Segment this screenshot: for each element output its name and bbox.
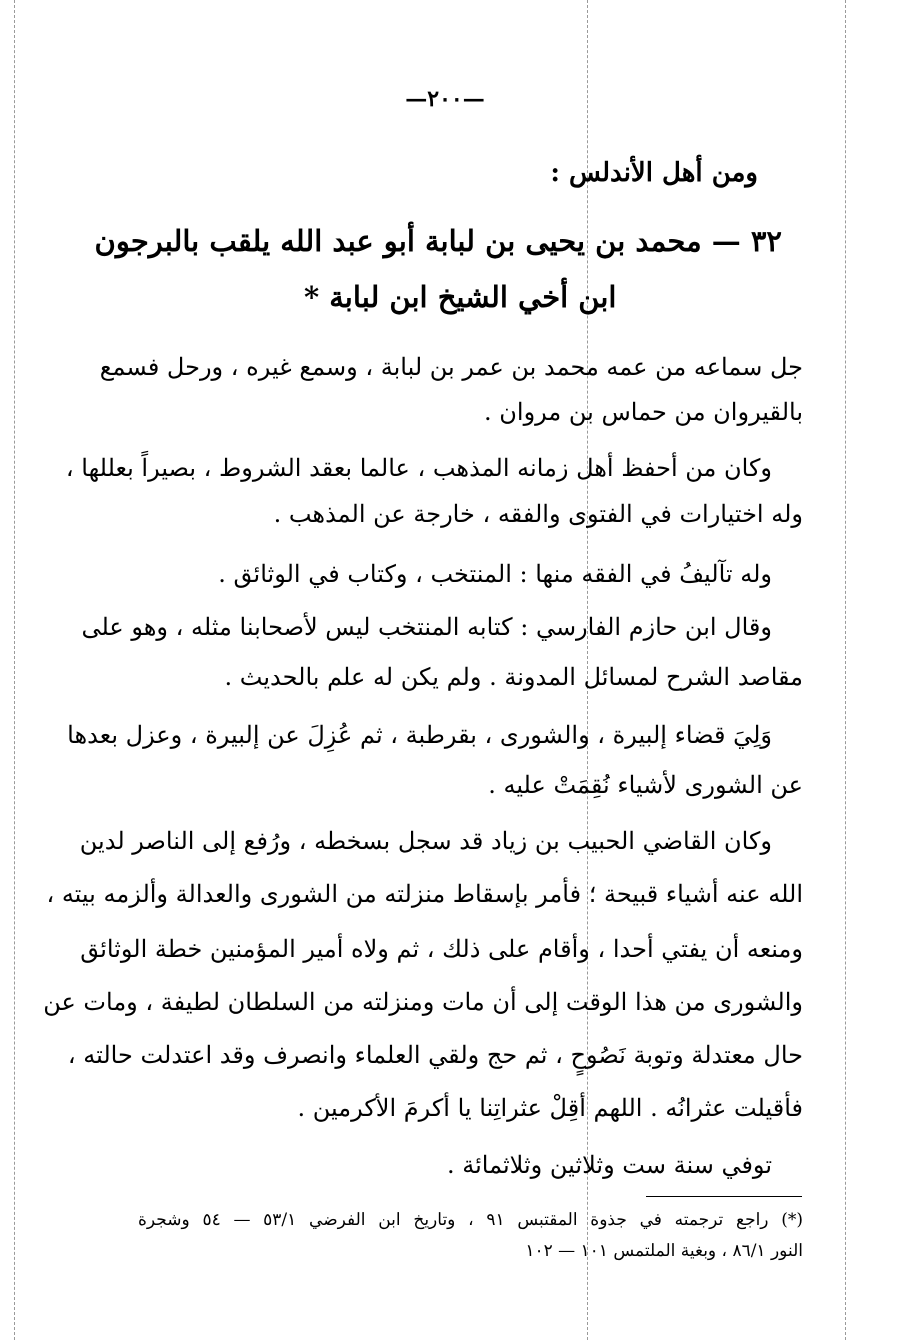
body-line: توفي سنة ست وثلاثين وثلاثمائة . [446,1151,772,1179]
scan-margin-line-left [14,0,15,1340]
body-line: جل سماعه من عمه محمد بن عمر بن لبابة ، وسمع غيره ، ورحل فسمع [99,353,803,381]
body-line: والشورى من هذا الوقت إلى أن مات ومنزلته من السلطان لطيفة ، ومات عن [43,988,803,1016]
body-line: وكان من أحفظ أهل زمانه المذهب ، عالما بعقد الشروط ، بصيراً بعللها ، [65,454,772,482]
body-line: مقاصد الشرح لمسائل المدونة . ولم يكن له علم بالحديث . [224,663,803,691]
body-line: وقال ابن حازم الفارسي : كتابه المنتخب ليس لأصحابنا مثله ، وهو على [81,613,772,641]
body-line: ومنعه أن يفتي أحدا ، وأقام على ذلك ، ثم ولاه أمير المؤمنين خطة الوثائق [80,935,803,963]
body-line: وله اختيارات في الفتوى والفقه ، خارجة عن المذهب . [273,500,803,528]
footnote-separator [646,1196,802,1197]
body-line: وَلِيَ قضاء إلبيرة ، والشورى ، بقرطبة ، ثم عُزِلَ عن إلبيرة ، وعزل بعدها [67,721,772,749]
body-line: حال معتدلة وتوبة نَصُوحٍ ، ثم حج ولقي العلماء وانصرف وقد اعتدلت حالته ، [67,1041,803,1069]
footnote-line: (*) راجع ترجمته في جذوة المقتبس ٩١ ، وتاريخ ابن الفرضي ٥٣/١ — ٥٤ وشجرة [138,1210,803,1230]
body-line: عن الشورى لأشياء نُقِمَتْ عليه . [488,771,803,799]
body-line: وله تآليفُ في الفقه منها : المنتخب ، وكتاب في الوثائق . [218,560,772,588]
entry-title-line-1: ٣٢ — محمد بن يحيى بن لبابة أبو عبد الله يلقب بالبرجون [94,224,782,258]
body-line: الله عنه أشياء قبيحة ؛ فأمر بإسقاط منزلته من الشورى والعدالة وألزمه بيته ، [46,880,803,908]
scan-margin-line-right [845,0,846,1340]
page-number: —٢٠٠— [405,86,485,112]
body-line: فأقيلت عثرانُه . اللهم أقِلْ عثراتِنا يا أكرمَ الأكرمين . [297,1094,803,1122]
body-line: بالقيروان من حماس بن مروان . [484,398,803,426]
footnote-line: النور ٨٦/١ ، وبغية الملتمس ١٠١ — ١٠٢ [525,1241,803,1261]
body-line: وكان القاضي الحبيب بن زياد قد سجل بسخطه ، ورُفع إلى الناصر لدين [79,827,772,855]
entry-title-line-2: ابن أخي الشيخ ابن لبابة * [304,280,617,314]
section-heading: ومن أهل الأندلس : [550,158,758,188]
